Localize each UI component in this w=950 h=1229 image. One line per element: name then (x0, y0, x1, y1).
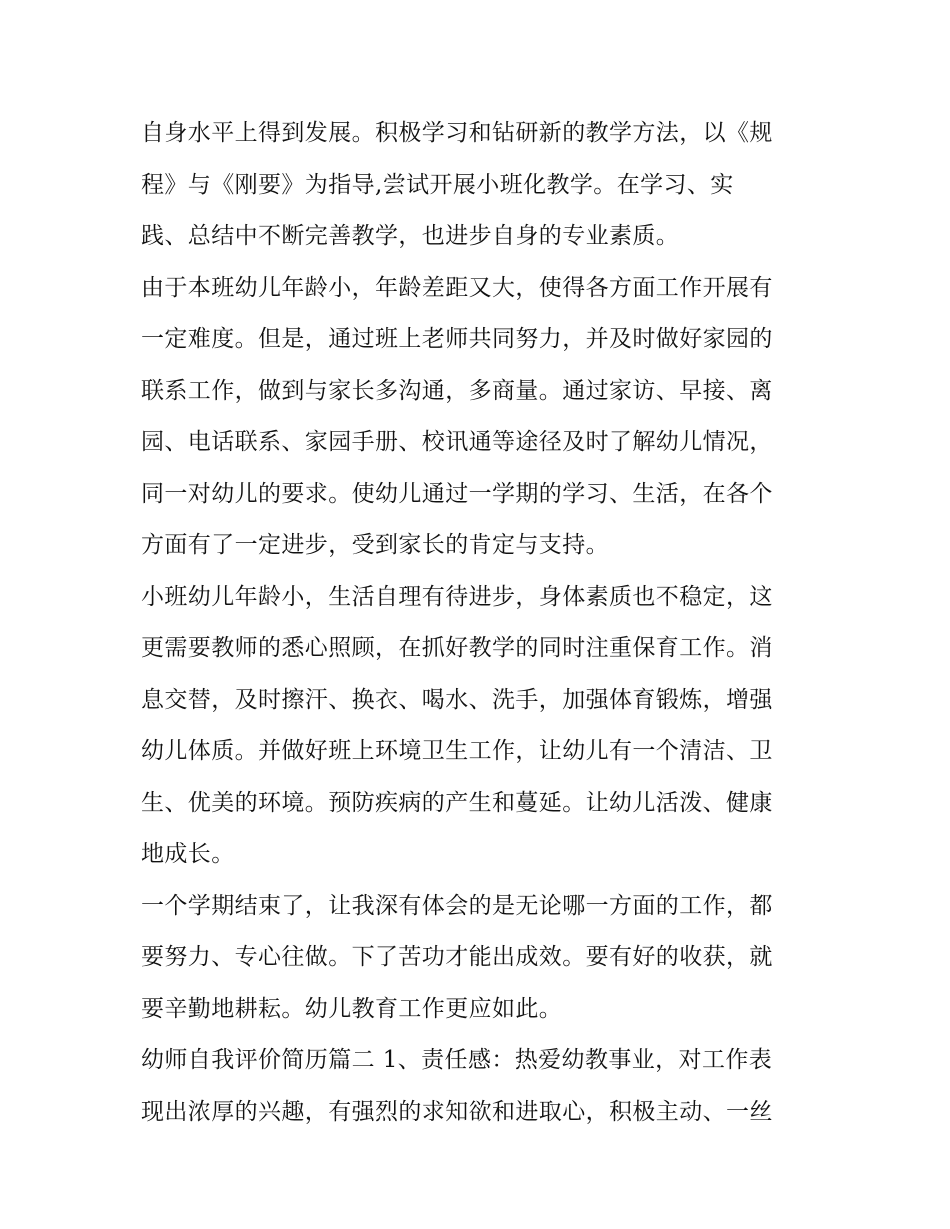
text-line: 一个学期结束了，让我深有体会的是无论哪一方面的工作，都 (141, 892, 773, 919)
text-line: 小班幼儿年龄小，生活自理有待进步，身体素质也不稳定，这 (141, 583, 773, 610)
text-line: 更需要教师的悉心照顾，在抓好教学的同时注重保育工作。消 (141, 635, 773, 661)
text-line: 生、优美的环境。预防疾病的产生和蔓延。让幼儿活泼、健康 (141, 789, 773, 816)
text-line: 现出浓厚的兴趣，有强烈的求知欲和进取心，积极主动、一丝 (141, 1098, 773, 1125)
text-line: 联系工作，做到与家长多沟通，多商量。通过家访、早接、离 (141, 377, 773, 404)
text-line: 自身水平上得到发展。积极学习和钻研新的教学方法，以《规 (141, 120, 773, 146)
text-line: 幼师自我评价简历篇二 1、责任感：热爱幼教事业，对工作表 (141, 1047, 773, 1073)
text-line: 践、总结中不断完善教学，也进步自身的专业素质。 (141, 223, 680, 249)
text-line: 由于本班幼儿年龄小，年龄差距又大，使得各方面工作开展有 (141, 274, 773, 301)
text-line: 方面有了一定进步，受到家长的肯定与支持。 (141, 532, 609, 558)
text-line: 程》与《刚要》为指导,尝试开展小班化教学。在学习、实 (141, 171, 734, 198)
body-text (141, 108, 821, 1138)
text-line: 幼儿体质。并做好班上环境卫生工作，让幼儿有一个清洁、卫 (141, 738, 773, 764)
text-line: 地成长。 (141, 841, 235, 867)
text-line: 息交替，及时擦汗、换衣、喝水、洗手，加强体育锻炼，增强 (141, 686, 773, 713)
text-line: 要努力、专心往做。下了苦功才能出成效。要有好的收获，就 (141, 944, 773, 970)
text-line: 要辛勤地耕耘。幼儿教育工作更应如此。 (141, 995, 563, 1022)
text-line: 园、电话联系、家园手册、校讯通等途径及时了解幼儿情况， (141, 429, 773, 455)
text-line: 一定难度。但是，通过班上老师共同努力，并及时做好家园的 (141, 326, 773, 352)
text-line: 同一对幼儿的要求。使幼儿通过一学期的学习、生活，在各个 (141, 480, 773, 507)
